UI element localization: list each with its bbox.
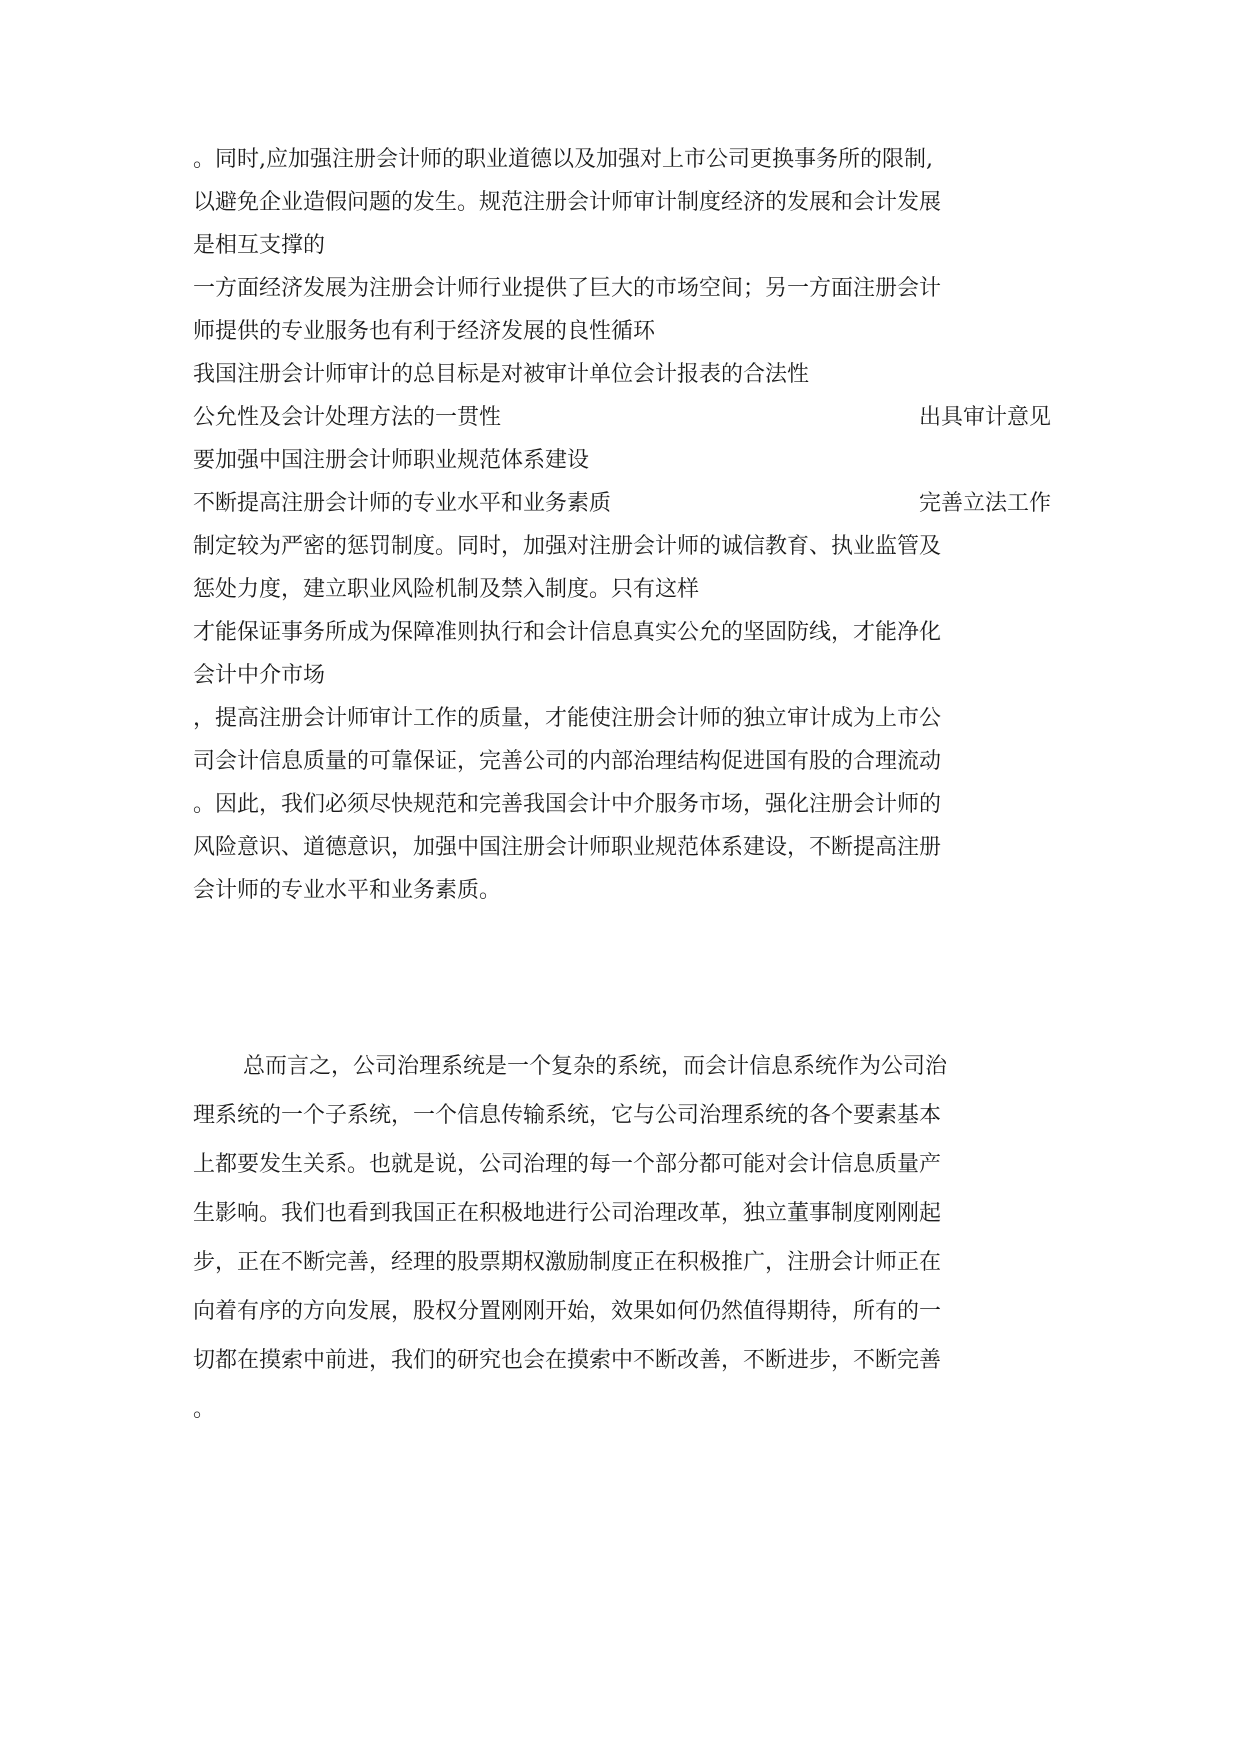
text-line: 会计师的专业水平和业务素质。 [193,878,502,903]
paragraph-first-line: 总而言之，公司治理系统是一个复杂的系统，而会计信息系统作为公司治 [243,1054,948,1079]
text-line: 步，正在不断完善，经理的股票期权激励制度正在积极推广，注册会计师正在 [193,1250,942,1275]
text-line-right: 出具审计意见 [918,405,1051,430]
text-line-split [193,486,1051,522]
text-line-left: 不断提高注册会计师的专业水平和业务素质 [193,491,612,516]
text-line: 才能保证事务所成为保障准则执行和会计信息真实公允的坚固防线，才能净化 [193,620,942,645]
text-line: 司会计信息质量的可靠保证，完善公司的内部治理结构促进国有股的合理流动 [193,749,942,774]
text-line: 。同时,应加强注册会计师的职业道德以及加强对上市公司更换事务所的限制, [193,147,933,172]
text-line: ，提高注册会计师审计工作的质量，才能使注册会计师的独立审计成为上市公 [193,706,942,731]
text-line: 制定较为严密的惩罚制度。同时，加强对注册会计师的诚信教育、执业监管及 [193,534,942,559]
text-line: 惩处力度，建立职业风险机制及禁入制度。只有这样 [193,577,700,602]
text-line: 师提供的专业服务也有利于经济发展的良性循环 [193,319,656,344]
text-line: 。因此，我们必须尽快规范和完善我国会计中介服务市场，强化注册会计师的 [193,792,942,817]
text-line: 风险意识、道德意识，加强中国注册会计师职业规范体系建设，不断提高注册 [193,835,942,860]
text-line: 切都在摸索中前进，我们的研究也会在摸索中不断改善，不断进步，不断完善 [193,1348,942,1373]
text-line: 上都要发生关系。也就是说，公司治理的每一个部分都可能对会计信息质量产 [193,1152,942,1177]
text-line: 以避免企业造假问题的发生。规范注册会计师审计制度经济的发展和会计发展 [193,190,942,215]
text-line: 是相互支撑的 [193,233,326,258]
text-line: 我国注册会计师审计的总目标是对被审计单位会计报表的合法性 [193,362,810,387]
text-line: 理系统的一个子系统，一个信息传输系统，它与公司治理系统的各个要素基本 [193,1103,942,1128]
text-line: 生影响。我们也看到我国正在积极地进行公司治理改革，独立董事制度刚刚起 [193,1201,942,1226]
text-line: 要加强中国注册会计师职业规范体系建设 [193,448,590,473]
text-line: 。 [193,1397,216,1422]
text-line-split [193,400,1051,436]
text-line-right: 完善立法工作 [918,491,1051,516]
text-line: 向着有序的方向发展，股权分置刚刚开始，效果如何仍然值得期待，所有的一 [193,1299,942,1324]
text-line: 一方面经济发展为注册会计师行业提供了巨大的市场空间；另一方面注册会计 [193,276,942,301]
text-line: 会计中介市场 [193,663,326,688]
text-line-left: 公允性及会计处理方法的一贯性 [193,405,502,430]
